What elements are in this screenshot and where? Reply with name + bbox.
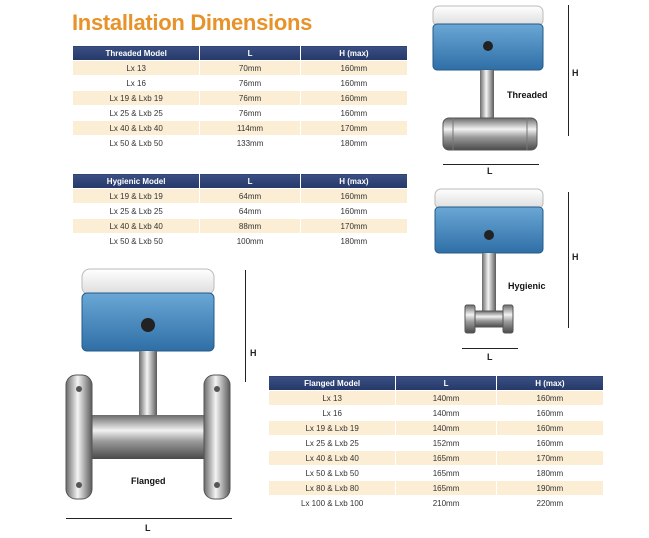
l-dimension-label: L [145, 523, 151, 533]
stem [480, 70, 494, 122]
column-header-h: H (max) [300, 174, 407, 189]
h-cell: 220mm [496, 496, 603, 511]
hygienic-body [475, 311, 503, 327]
h-dimension-label: H [572, 68, 579, 78]
housing-cap [82, 269, 214, 295]
h-cell: 160mm [496, 436, 603, 451]
table-row [269, 496, 604, 511]
l-cell: 70mm [200, 61, 301, 76]
h-cell: 190mm [496, 481, 603, 496]
model-cell: Lx 25 & Lxb 25 [73, 204, 200, 219]
table-row [73, 189, 408, 204]
table-row [73, 76, 408, 91]
table-row [269, 451, 604, 466]
column-header-l: L [396, 376, 497, 391]
flanged-table [268, 375, 604, 511]
l-cell: 165mm [396, 451, 497, 466]
l-cell: 64mm [200, 204, 301, 219]
l-cell: 88mm [200, 219, 301, 234]
table-header-row [269, 376, 604, 391]
column-header-model: Flanged Model [269, 376, 396, 391]
column-header-h: H (max) [300, 46, 407, 61]
hygienic-caption: Hygienic [508, 281, 546, 291]
hygienic-meter-illustration [425, 185, 575, 360]
h-cell: 160mm [300, 189, 407, 204]
table-header-row [73, 46, 408, 61]
h-dimension-line [568, 192, 569, 328]
l-cell: 100mm [200, 234, 301, 249]
h-dimension-line [568, 5, 569, 136]
l-cell: 165mm [396, 466, 497, 481]
h-cell: 160mm [496, 421, 603, 436]
pipe-body [90, 415, 206, 459]
table-header-row [73, 174, 408, 189]
column-header-model: Hygienic Model [73, 174, 200, 189]
l-cell: 140mm [396, 421, 497, 436]
h-cell: 160mm [496, 406, 603, 421]
l-cell: 76mm [200, 91, 301, 106]
h-dimension-line [245, 270, 246, 382]
table-row [73, 91, 408, 106]
model-cell: Lx 40 & Lxb 40 [73, 121, 200, 136]
table-row [269, 466, 604, 481]
h-dimension-label: H [250, 348, 257, 358]
model-cell: Lx 25 & Lxb 25 [269, 436, 396, 451]
table-body [73, 61, 408, 151]
h-cell: 180mm [300, 136, 407, 151]
flange-left [66, 375, 92, 499]
l-dimension-line [443, 164, 539, 165]
l-dimension-label: L [487, 166, 493, 176]
model-cell: Lx 50 & Lxb 50 [73, 234, 200, 249]
l-cell: 140mm [396, 406, 497, 421]
model-cell: Lx 13 [73, 61, 200, 76]
model-cell: Lx 25 & Lxb 25 [73, 106, 200, 121]
h-cell: 160mm [300, 204, 407, 219]
threaded-body [443, 118, 537, 150]
l-cell: 64mm [200, 189, 301, 204]
column-header-h: H (max) [496, 376, 603, 391]
model-cell: Lx 40 & Lxb 40 [73, 219, 200, 234]
stem [139, 351, 157, 421]
table-row [73, 219, 408, 234]
model-cell: Lx 80 & Lxb 80 [269, 481, 396, 496]
model-cell: Lx 16 [73, 76, 200, 91]
table-row [73, 204, 408, 219]
h-cell: 160mm [300, 76, 407, 91]
model-cell: Lx 50 & Lxb 50 [73, 136, 200, 151]
l-cell: 114mm [200, 121, 301, 136]
column-header-model: Threaded Model [73, 46, 200, 61]
h-cell: 170mm [496, 451, 603, 466]
threaded-table [72, 45, 408, 151]
h-cell: 180mm [496, 466, 603, 481]
cable-gland [483, 41, 493, 51]
l-cell: 76mm [200, 106, 301, 121]
h-cell: 170mm [300, 219, 407, 234]
table-row [73, 106, 408, 121]
h-cell: 160mm [300, 91, 407, 106]
l-dimension-line [66, 518, 232, 519]
table-body [269, 391, 604, 511]
h-cell: 180mm [300, 234, 407, 249]
h-cell: 160mm [300, 61, 407, 76]
model-cell: Lx 19 & Lxb 19 [73, 91, 200, 106]
h-cell: 160mm [300, 106, 407, 121]
page-title: Installation Dimensions [72, 10, 313, 35]
model-cell: Lx 50 & Lxb 50 [269, 466, 396, 481]
table-row [269, 436, 604, 451]
l-cell: 152mm [396, 436, 497, 451]
table-row [73, 234, 408, 249]
table-row [269, 421, 604, 436]
column-header-l: L [200, 46, 301, 61]
model-cell: Lx 100 & Lxb 100 [269, 496, 396, 511]
table-row [269, 481, 604, 496]
model-cell: Lx 40 & Lxb 40 [269, 451, 396, 466]
hygienic-table [72, 173, 408, 249]
model-cell: Lx 19 & Lxb 19 [269, 421, 396, 436]
table-row [73, 121, 408, 136]
h-cell: 160mm [496, 391, 603, 406]
flange-right [204, 375, 230, 499]
table-row [269, 406, 604, 421]
threaded-caption: Threaded [507, 90, 548, 100]
column-header-l: L [200, 174, 301, 189]
cable-gland [141, 318, 155, 332]
l-cell: 140mm [396, 391, 497, 406]
h-dimension-label: H [572, 252, 579, 262]
l-dimension-label: L [487, 352, 493, 362]
l-dimension-line [462, 348, 518, 349]
model-cell: Lx 13 [269, 391, 396, 406]
cable-gland [484, 230, 494, 240]
table-row [269, 391, 604, 406]
table-body [73, 189, 408, 249]
table-row [73, 61, 408, 76]
flanged-caption: Flanged [131, 476, 166, 486]
l-cell: 165mm [396, 481, 497, 496]
housing-cap [433, 6, 543, 26]
h-cell: 170mm [300, 121, 407, 136]
housing-cap [435, 189, 543, 209]
l-cell: 210mm [396, 496, 497, 511]
l-cell: 76mm [200, 76, 301, 91]
model-cell: Lx 16 [269, 406, 396, 421]
table-row [73, 136, 408, 151]
clamp-right [503, 305, 513, 333]
l-cell: 133mm [200, 136, 301, 151]
stem [482, 253, 496, 315]
clamp-left [465, 305, 475, 333]
model-cell: Lx 19 & Lxb 19 [73, 189, 200, 204]
